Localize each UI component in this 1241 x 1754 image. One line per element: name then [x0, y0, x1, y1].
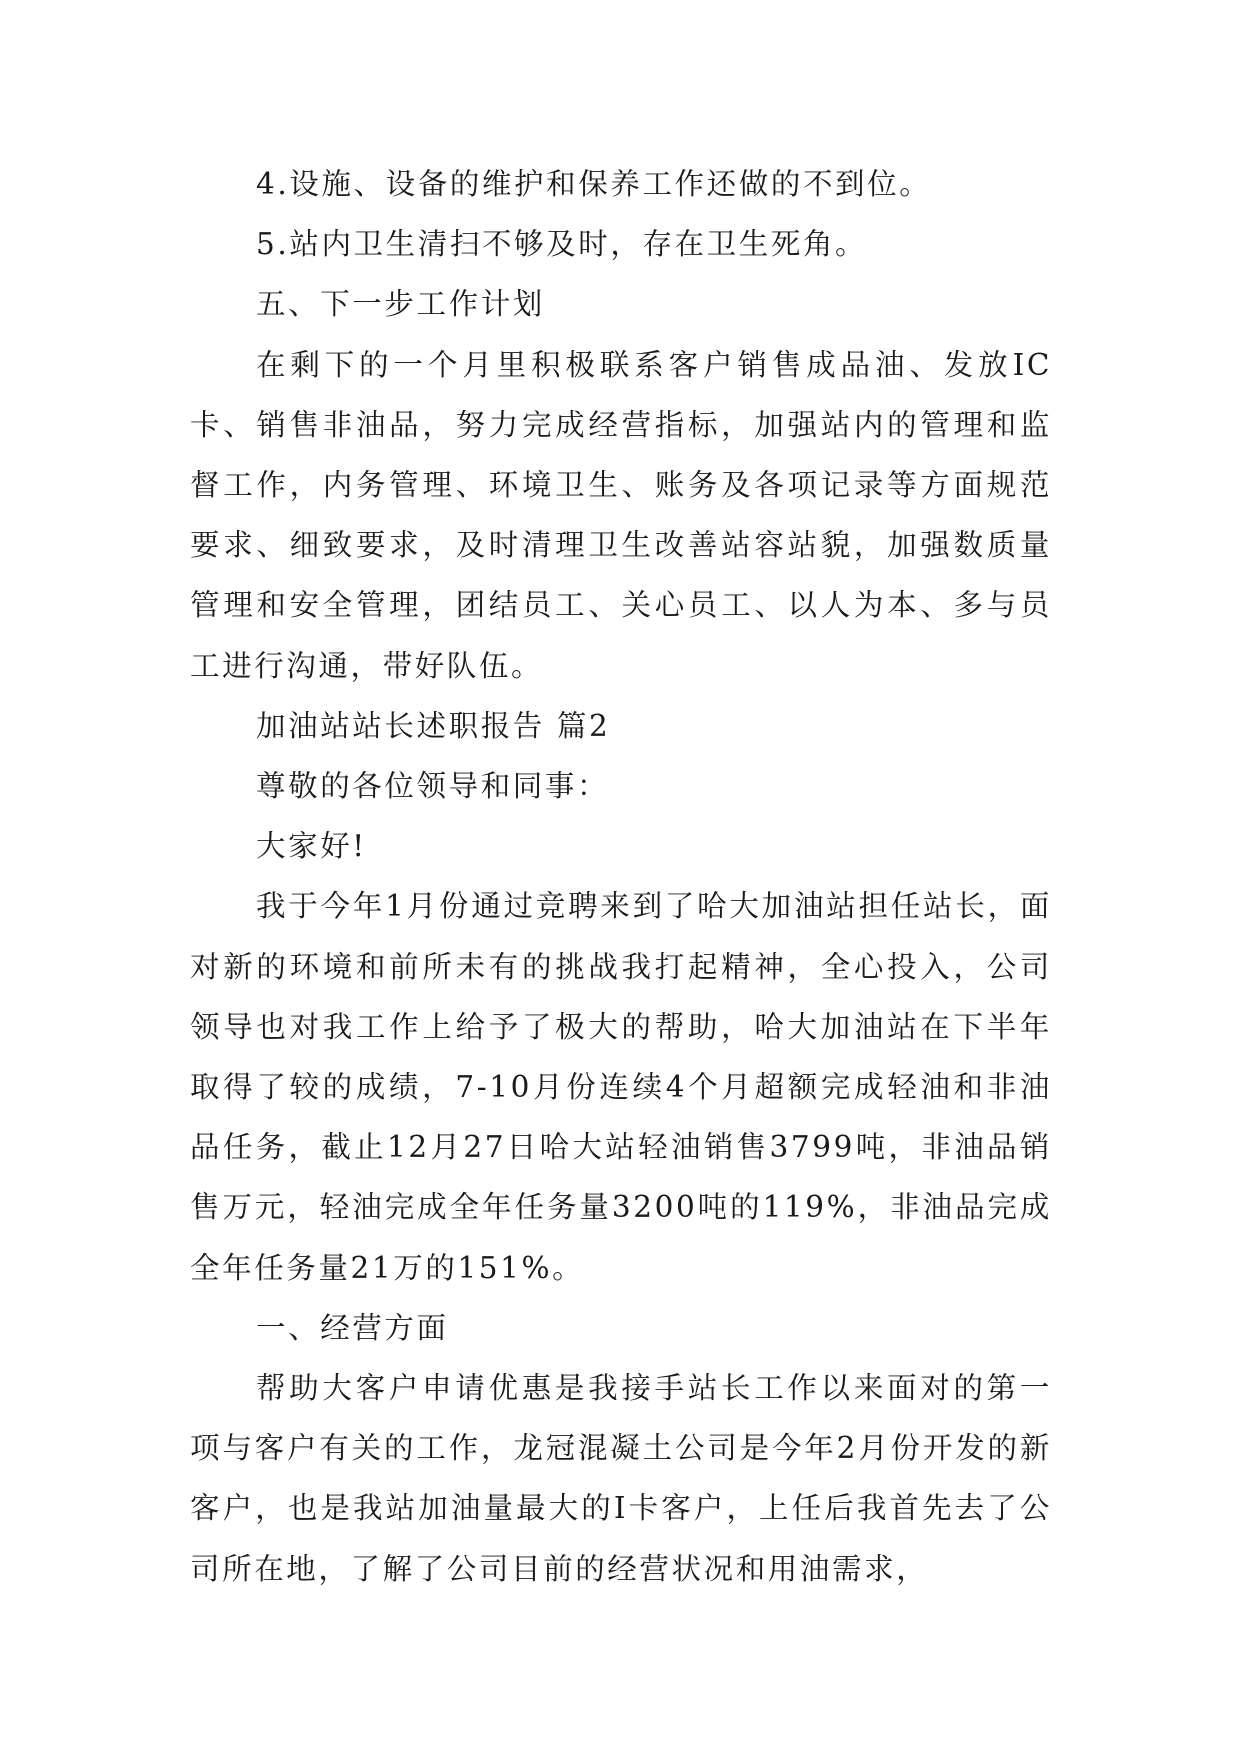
paragraph-summary: 我于今年1月份通过竞聘来到了哈大加油站担任站长，面对新的环境和前所未有的挑战我打起精神，全心投入，公司领导也对我工作上给予了极大的帮助，哈大加油站在下半年取得了较的成绩，7-10月份连续4个月超额完成轻油和非油品任务，截止12月27日哈大站轻油销售3799吨，非油品销售万元，轻油完成全年任务量3200吨的119%，非油品完成全年任务量21万的151%。 [190, 889, 1052, 1285]
section-heading-operations: 一、经营方面 [256, 1310, 449, 1345]
salutation: 尊敬的各位领导和同事： [256, 769, 610, 804]
report-title: 加油站站长述职报告 篇2 [256, 708, 611, 743]
paragraph-work-plan: 在剩下的一个月里积极联系客户销售成品油、发放IC卡、销售非油品，努力完成经营指标，加强站内的管理和监督工作，内务管理、环境卫生、账务及各项记录等方面规范要求、细致要求，及时清理卫生改善站容站貌，加强数质量管理和安全管理，团结员工、关心员工、以人为本、多与员工进行沟通，带好队伍。 [190, 347, 1052, 683]
section-heading-next-plan: 五、下一步工作计划 [256, 287, 545, 322]
list-item-maintenance: 4.设施、设备的维护和保养工作还做的不到位。 [256, 167, 932, 201]
list-item-hygiene: 5.站内卫生清扫不够及时，存在卫生死角。 [256, 227, 868, 262]
paragraph-operations: 帮助大客户申请优惠是我接手站长工作以来面对的第一项与客户有关的工作，龙冠混凝土公司是今年2月份开发的新客户，也是我站加油量最大的I卡客户，上任后我首先去了公司所在地，了解了公司目前的经营状况和用油需求， [190, 1371, 1052, 1586]
document-page [190, 154, 1052, 1599]
greeting: 大家好! [256, 829, 367, 864]
